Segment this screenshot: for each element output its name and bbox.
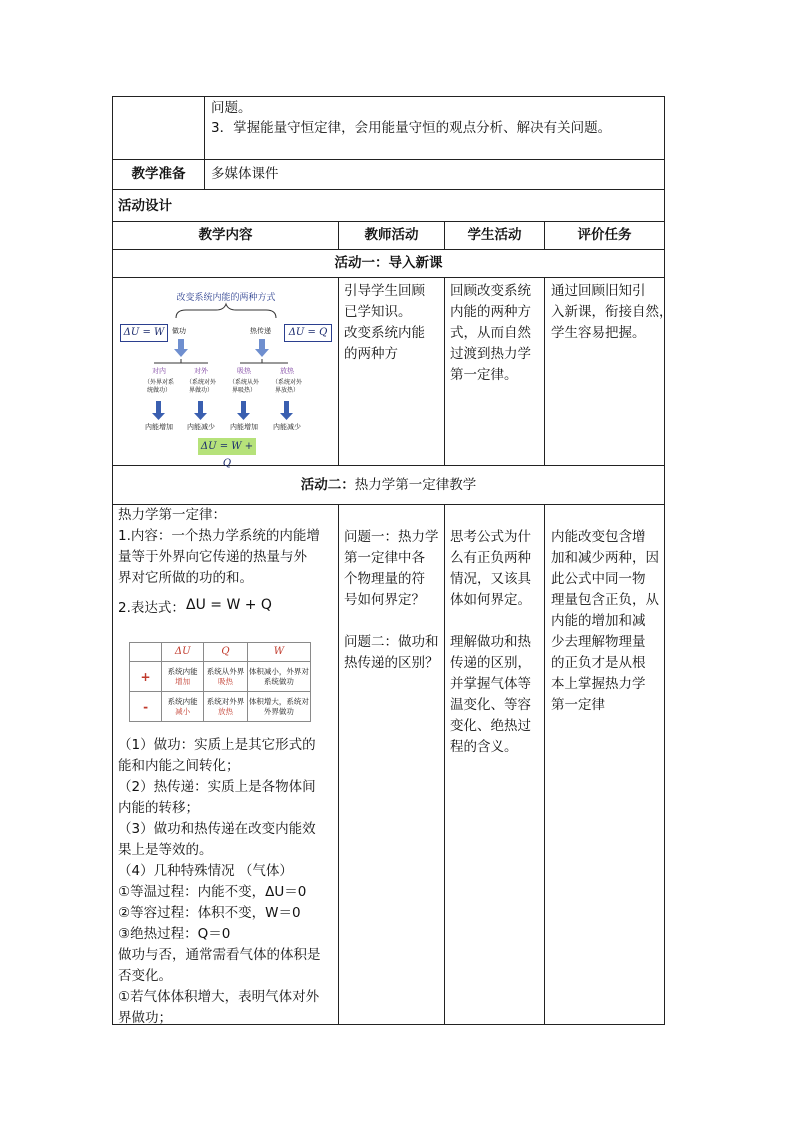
expression-label: 2.表达式： <box>118 600 185 616</box>
row-divider <box>112 221 665 222</box>
sub-name: 对外 <box>194 367 208 375</box>
internal-energy-diagram <box>116 284 334 469</box>
equation-work-box <box>120 324 168 342</box>
arrow-down-icon <box>178 339 184 349</box>
arrow-down-icon <box>284 401 289 413</box>
act2-student: 思考公式为什 么有正负两种 情况，又该具 体如何界定。 理解做功和热 传递的区别， 并掌握气体等 温变化、等容 变化、绝热过 程的含义。 <box>450 529 531 755</box>
sub-result: 内能减少 <box>273 423 301 431</box>
sub-result: 内能增加 <box>145 423 173 431</box>
branch-work: 做功 <box>172 327 186 335</box>
expression-formula: ΔU = W + Q <box>186 597 272 613</box>
equation-heat: ΔU = Q <box>288 327 328 338</box>
arrow-down-icon <box>174 349 188 357</box>
activity2-title: 活动二：热力学第一定律教学 <box>300 477 477 493</box>
act1-student: 回顾改变系统 内能的两种方 式，从而自然 过渡到热力学 第一定律。 <box>450 283 531 383</box>
act2-points: （1）做功：实质上是其它形式的 能和内能之间转化； （2）热传递：实质上是各物体间 内能的转移； （3）做功和热传递在改变内能效 果上是等效的。 （4）几种特殊情况 （气体） ①等温过程：内能不变，ΔU＝0 ②等容过程：体积不变，W＝0 ③绝热过程：Q＝0 做功与否，通常需看气体的体积是 否变化。 ①若气体体积增大，表明气体对外 界做功； <box>118 737 321 1026</box>
col-divider <box>338 277 339 466</box>
row-divider <box>112 249 665 250</box>
arrow-down-icon <box>259 339 265 349</box>
branch-heat: 热传递 <box>250 327 271 335</box>
act2-eval: 内能改变包含增 加和减少两种，因 此公式中同一物 理量包含正负，从 内能的增加和减 少去理解物理量 的正负才是从根 本上掌握热力学 第一定律 <box>551 529 659 713</box>
arrow-down-icon <box>255 349 269 357</box>
row-divider <box>112 159 665 160</box>
col-divider <box>444 504 445 1025</box>
diagram-title: 改变系统内能的两种方式 <box>176 293 276 303</box>
sub-desc: （系统从外 界吸热） <box>228 379 259 394</box>
arrow-down-icon <box>194 413 207 420</box>
sign-cell: 体积增大，系统对 外界做功 <box>247 692 310 722</box>
sign-header <box>130 643 162 662</box>
sign-minus: - <box>130 692 162 722</box>
equation-first-law-box <box>198 438 256 469</box>
col-divider <box>338 504 339 1025</box>
objective-line: 问题。 <box>211 100 252 116</box>
sign-plus: + <box>130 662 162 692</box>
table-right-border <box>664 96 665 1025</box>
arrow-down-icon <box>152 413 165 420</box>
prep-value: 多媒体课件 <box>211 166 279 182</box>
header-student: 学生活动 <box>467 227 522 243</box>
objective-line: 3．掌握能量守恒定律，会用能量守恒的观点分析、解决有关问题。 <box>211 120 612 136</box>
arrow-down-icon <box>156 401 161 413</box>
act1-eval: 通过回顾旧知引 入新课，衔接自然， 学生容易把握。 <box>551 283 673 341</box>
col-divider <box>204 96 205 190</box>
header-content: 教学内容 <box>198 227 253 243</box>
table-top-border <box>112 96 665 97</box>
arrow-down-icon <box>198 401 203 413</box>
brace-icon <box>176 304 276 318</box>
header-teacher: 教师活动 <box>364 227 419 243</box>
sign-header: ΔU <box>162 643 204 662</box>
activity1-title: 活动一：导入新课 <box>334 255 443 271</box>
sign-cell: 系统内能 增加 <box>162 662 204 692</box>
row-divider <box>112 189 665 190</box>
sign-cell: 系统对外界 放热 <box>204 692 248 722</box>
sub-name: 吸热 <box>237 367 251 375</box>
header-eval: 评价任务 <box>577 227 632 243</box>
col-divider <box>444 277 445 466</box>
act2-teacher: 问题一：热力学 第一定律中各 个物理量的符 号如何界定？ 问题二：做功和 热传递的区别？ <box>344 529 439 671</box>
sign-header: W <box>247 643 310 662</box>
equation-heat-box <box>284 324 332 342</box>
row-divider <box>112 277 665 278</box>
sign-cell: 系统从外界 吸热 <box>204 662 248 692</box>
sign-cell: 系统内能 减小 <box>162 692 204 722</box>
sub-desc: （系统对外 界放热） <box>271 379 302 394</box>
sub-desc: （系统对外 界做功） <box>185 379 216 394</box>
prep-label: 教学准备 <box>131 166 186 182</box>
law-heading: 热力学第一定律： <box>118 507 226 523</box>
equation-first-law: ΔU = W + Q <box>200 441 254 469</box>
arrow-down-icon <box>280 413 293 420</box>
equation-work: ΔU = W <box>123 327 165 338</box>
sign-convention-table <box>129 642 311 722</box>
sub-desc: （外界对系 统做功） <box>143 379 174 394</box>
arrow-down-icon <box>237 413 250 420</box>
sub-name: 放热 <box>280 367 294 375</box>
sign-header: Q <box>204 643 248 662</box>
col-divider <box>544 504 545 1025</box>
act1-teacher: 引导学生回顾 已学知识。 改变系统内能 的两种方 <box>344 283 425 362</box>
row-divider <box>112 465 665 466</box>
sign-cell: 体积减小，外界对 系统做功 <box>247 662 310 692</box>
activity-design-label: 活动设计 <box>118 198 172 214</box>
sub-result: 内能减少 <box>187 423 215 431</box>
arrow-down-icon <box>241 401 246 413</box>
sub-result: 内能增加 <box>230 423 258 431</box>
sub-name: 对内 <box>152 367 166 375</box>
act2-content-intro: 热力学第一定律： 1.内容：一个热力学系统的内能增 量等于外界向它传递的热量与外 界对它所做的功的和。 <box>118 507 320 586</box>
col-divider <box>544 277 545 466</box>
